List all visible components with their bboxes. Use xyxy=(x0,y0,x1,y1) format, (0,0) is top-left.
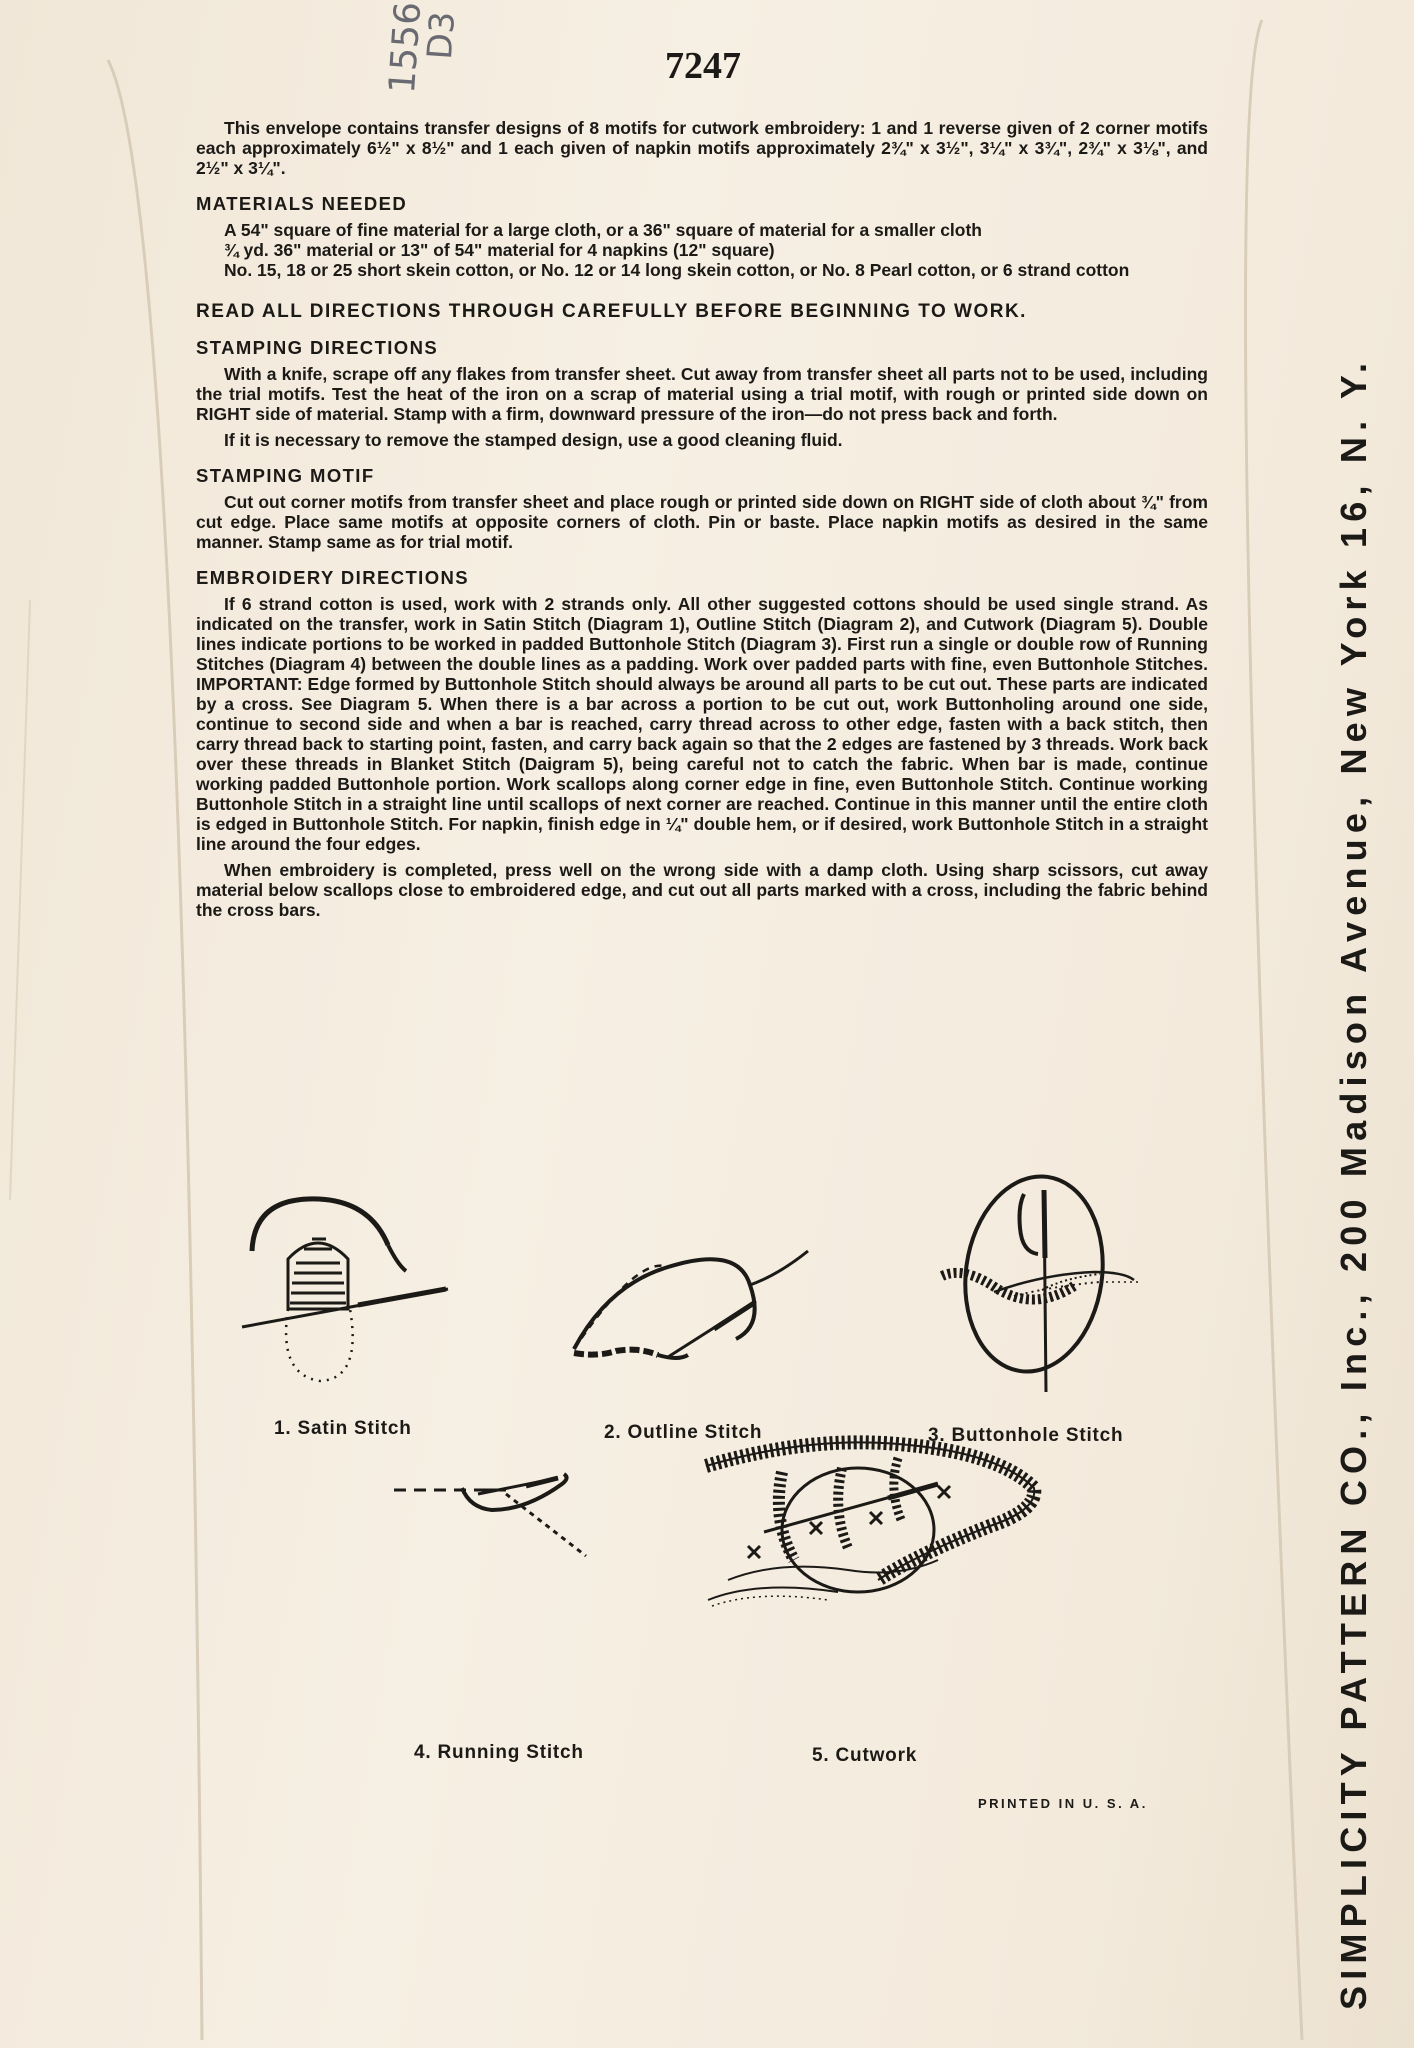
publisher-imprint: SIMPLICITY PATTERN CO., Inc., 200 Madison Avenue, New York 16, N. Y. xyxy=(1333,356,1374,2010)
cutwork-diagram xyxy=(698,1430,1046,1620)
embroidery-directions-paragraph-2: When embroidery is completed, press well on the wrong side with a damp cloth. Using sharp scissors, cut away material below scallops close to embroidered edge, and cut out all parts marked with a cross, including the fabric behind the cross bars. xyxy=(196,860,1208,920)
intro-paragraph: This envelope contains transfer designs of 8 motifs for cutwork embroidery: 1 and 1 reverse given of 2 corner motifs each approximately 6½" x 8½" and 1 each given of napkin motifs approximately 2¾" x 3½", 3¼" x 3¾", 2¾" x 3⅛", and 2½" x 3¼". xyxy=(196,118,1208,178)
buttonhole-stitch-diagram xyxy=(924,1162,1154,1402)
stamping-directions-heading: STAMPING DIRECTIONS xyxy=(196,337,439,358)
instructions-text xyxy=(196,118,1208,920)
stamping-motif-paragraph: Cut out corner motifs from transfer sheet and place rough or printed side down on RIGHT side of cloth about ¾" from cut edge. Place same motifs at opposite corners of cloth. Pin or baste. Place napkin motifs as desired in the same manner. Stamp same as for trial motif. xyxy=(196,492,1208,552)
materials-item-1: A 54" square of fine material for a large cloth, or a 36" square of material for a smaller cloth xyxy=(224,220,982,240)
diagram-caption-running-stitch: 4. Running Stitch xyxy=(414,1742,584,1763)
diagram-caption-satin-stitch: 1. Satin Stitch xyxy=(274,1418,412,1439)
running-stitch-diagram xyxy=(386,1464,622,1574)
read-all-warning: READ ALL DIRECTIONS THROUGH CAREFULLY BEFORE BEGINNING TO WORK. xyxy=(196,301,1027,322)
outline-stitch-diagram xyxy=(568,1245,818,1375)
satin-stitch-diagram xyxy=(238,1185,458,1395)
printed-in-usa: PRINTED IN U. S. A. xyxy=(978,1796,1148,1811)
embroidery-directions-heading: EMBROIDERY DIRECTIONS xyxy=(196,567,470,588)
stamping-motif-heading: STAMPING MOTIF xyxy=(196,465,375,486)
diagram-caption-buttonhole-stitch: 3. Buttonhole Stitch xyxy=(928,1425,1124,1446)
materials-item-3: No. 15, 18 or 25 short skein cotton, or No. 12 or 14 long skein cotton, or No. 8 Pearl cotton, or 6 strand cotton xyxy=(224,260,1130,280)
embroidery-directions-paragraph-1: If 6 strand cotton is used, work with 2 strands only. All other suggested cottons should be used single strand. As indicated on the transfer, work in Satin Stitch (Diagram 1), Outline Stitch (Diagram 2), and Cutwork (Diagram 5). Double lines indicate portions to be worked in padded Buttonhole Stitch (Diagram 3). First run a single or double row of Running Stitches (Diagram 4) between the double lines as a padding. Work over padded parts with fine, even Buttonhole Stitches. IMPORTANT: Edge formed by Buttonhole Stitch should always be around all parts to be cut out. These parts are indicated by a cross. See Diagram 5. When there is a bar across a portion to be cut out, work Buttonholing around one side, continue to second side and when a bar is reached, carry thread across to other edge, fasten with a back stitch, then carry thread back to starting point, fasten, and carry back again so that the 2 edges are fastened by 3 threads. Work back over these threads in Blanket Stitch (Daigram 5), being careful not to catch the fabric. When bar is made, continue working padded Buttonhole portion. Work scallops along corner edge in fine, even Buttonhole Stitch. Continue working Buttonhole Stitch in a straight line until scallops of next corner are reached. Continue in this manner until the entire cloth is edged in Buttonhole Stitch. For napkin, finish edge in ¼" double hem, or if desired, work Buttonhole Stitch in a straight line around the four edges. xyxy=(196,594,1208,854)
diagram-caption-outline-stitch: 2. Outline Stitch xyxy=(604,1422,763,1443)
materials-heading: MATERIALS NEEDED xyxy=(196,193,408,214)
stamping-directions-paragraph-1: With a knife, scrape off any flakes from transfer sheet. Cut away from transfer sheet all parts not to be used, including the trial motifs. Test the heat of the iron on a scrap of material using a trial motif, with rough or printed side down on RIGHT side of material. Stamp with a firm, downward pressure of the iron—do not press back and forth. xyxy=(196,364,1208,424)
materials-item-2: ¾ yd. 36" material or 13" of 54" material for 4 napkins (12" square) xyxy=(224,240,775,260)
handwritten-note-1: 1556 xyxy=(382,0,430,95)
pattern-number: 7247 xyxy=(665,45,741,87)
handwritten-note-2: D3 xyxy=(420,10,464,61)
stamping-directions-paragraph-2: If it is necessary to remove the stamped design, use a good cleaning fluid. xyxy=(224,430,843,450)
diagram-caption-cutwork: 5. Cutwork xyxy=(812,1745,918,1766)
